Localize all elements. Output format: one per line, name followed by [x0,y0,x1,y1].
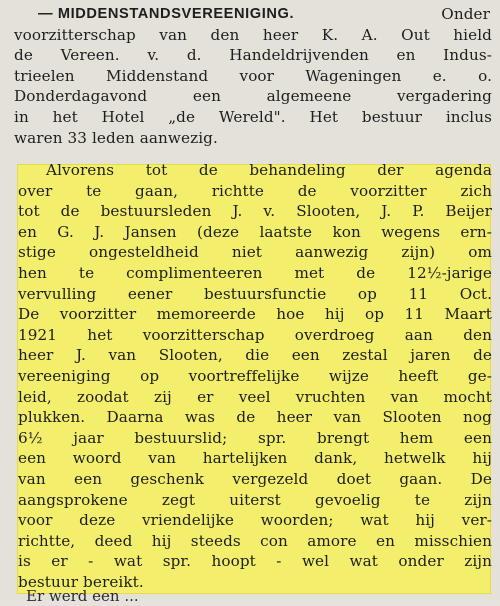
intro-line: waren 33 leden aanwezig. [14,128,218,147]
paragraph-line: vervulling eener bestuursfunctie op 11 Oct. [18,284,492,303]
intro-line: trieelen Middenstand voor Wageningen e. o. [14,66,492,85]
paragraph-line: en G. J. Jansen (deze laatste kon wegens ern- [18,222,492,241]
paragraph-line: plukken. Daarna was de heer van Slooten nog [18,408,492,427]
paragraph-line: van een geschenk vergezeld doet gaan. De [18,469,492,488]
intro-line: de Vereen. v. d. Handeldrijvenden en Indus- [14,46,492,65]
paragraph-line: Alvorens tot de behandeling der agenda [46,161,492,179]
paragraph-line: bestuur bereikt. [18,572,144,591]
paragraph-line: richtte, deed hij steeds con amore en misschien [18,531,492,550]
paragraph-line: voor deze vriendelijke woorden; wat hij ver- [18,511,492,530]
paragraph-line: 6½ jaar bestuurslid; spr. brengt hem een [18,428,492,447]
paragraph-line: leid, zoodat zij er veel vruchten van mocht [18,387,492,406]
cut-off-line [26,587,156,605]
article-intro [14,4,492,148]
paragraph-line: heer J. van Slooten, die een zestal jaren de [18,346,492,365]
intro-line: Onder [441,5,490,23]
paragraph-line: 1921 het voorzitterschap overdroeg aan den [18,325,492,344]
paragraph-line: hen te complimenteeren met de 12½-jarige [18,263,492,282]
paragraph-line: vereeniging op voortreffelijke wijze heeft ge- [18,366,492,385]
paragraph-line: De voorzitter memoreerde hoe hij op 11 Maart [18,305,492,324]
intro-line: in het Hotel „de Wereld". Het bestuur inclus [14,107,492,126]
highlighted-paragraph [18,160,492,592]
paragraph-line: stige ongesteldheid niet aanwezig zijn) om [18,243,492,262]
cut-off-text: Er werd een ... [26,587,139,605]
paragraph-line: aangsprokene zegt uiterst gevoelig te zijn [18,490,492,509]
paragraph-line: over te gaan, richtte de voorzitter zich [18,181,492,200]
paragraph-line: een woord van hartelijken dank, hetwelk hij [18,449,492,468]
paragraph-line: is er - wat spr. hoopt - wel wat onder zijn [18,552,492,571]
intro-line: Donderdagavond een algemeene vergadering [14,87,492,106]
paragraph-line: tot de bestuursleden J. v. Slooten, J. P. Beijer [18,202,492,221]
heading-line [14,4,492,25]
intro-line: voorzitterschap van den heer K. A. Out hield [14,25,492,44]
article-heading: — MIDDENSTANDSVEREENIGING. [38,6,295,22]
